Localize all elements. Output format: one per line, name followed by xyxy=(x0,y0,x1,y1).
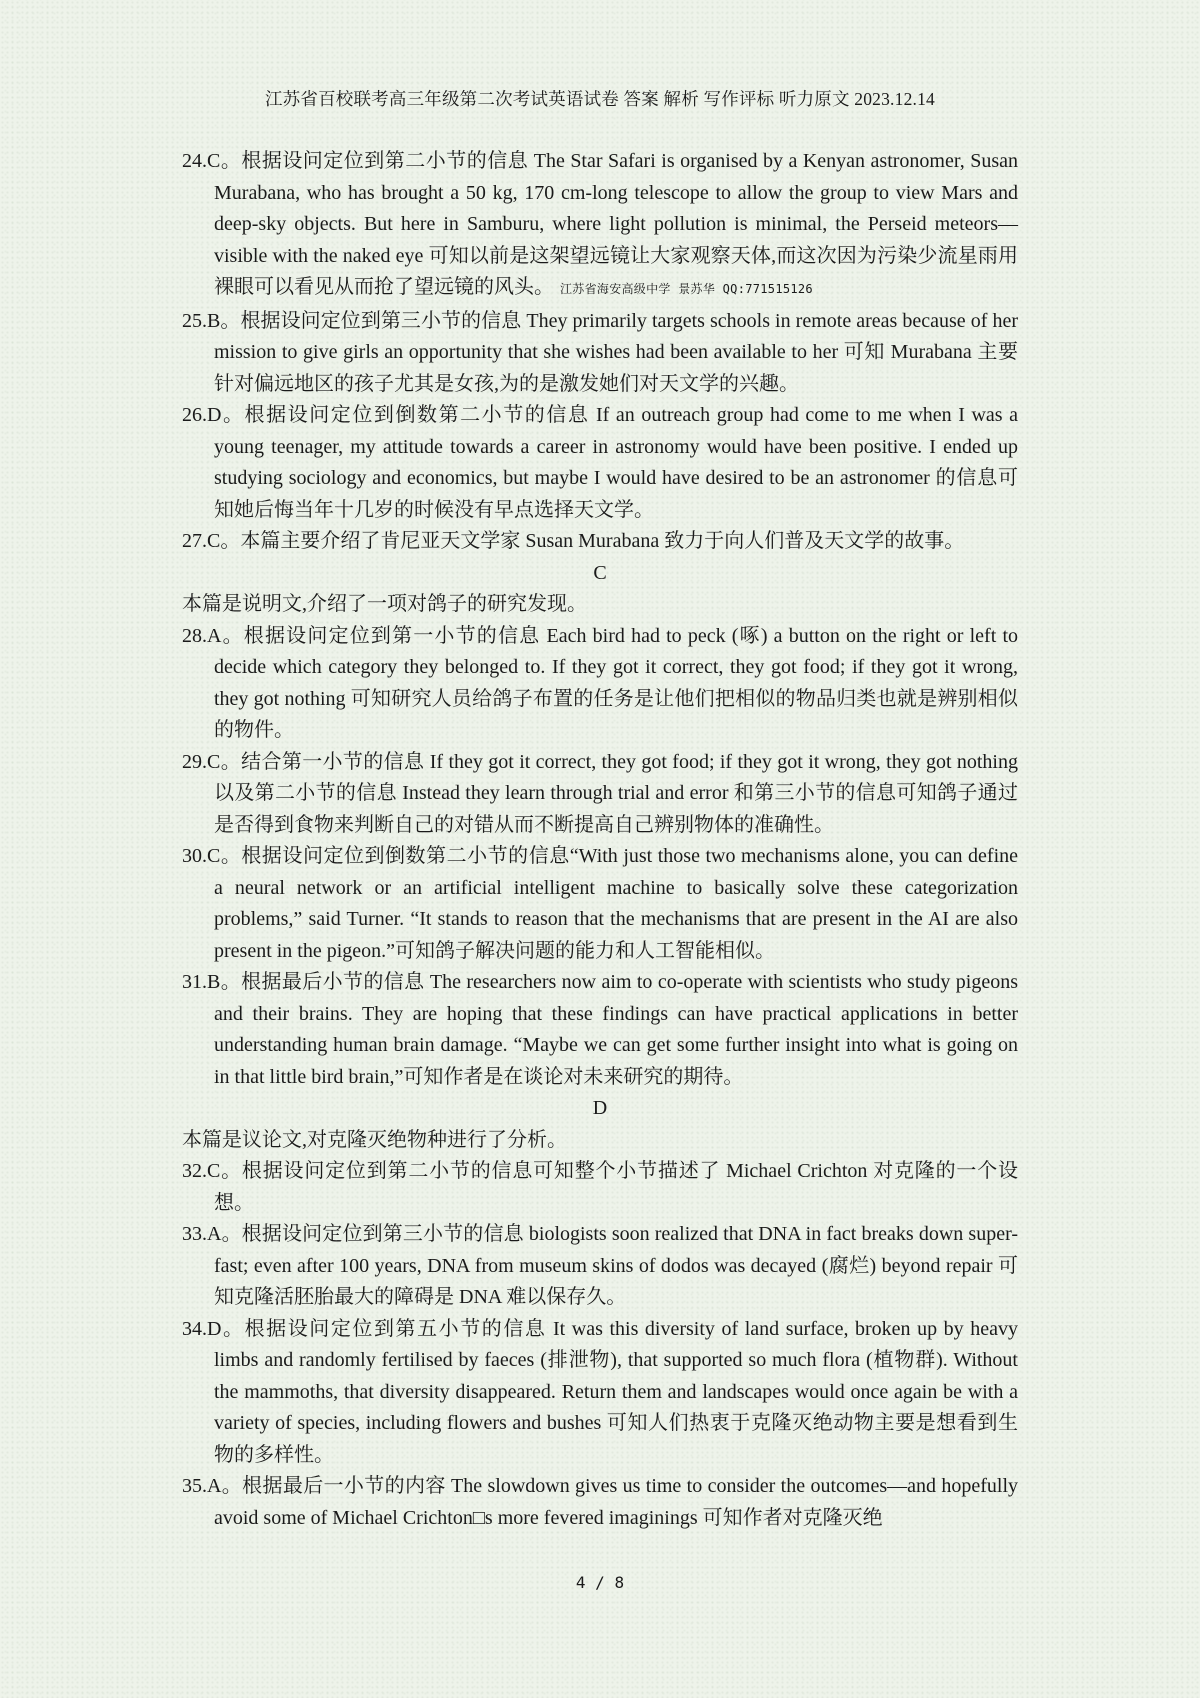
answer-item-33: 33.A。根据设问定位到第三小节的信息 biologists soon realized that DNA in fact breaks down super-fast; even after 100 years, DNA from museum skins of dodos was decayed (腐烂) beyond repair 可知克隆活胚胎最大的障碍是 DNA 难以保存久。 xyxy=(182,1223,1018,1308)
section-heading-d: D xyxy=(592,1097,608,1119)
answer-item-26: 26.D。根据设问定位到倒数第二小节的信息 If an outreach group had come to me when I was a young teenager, my attitude towards a career in astronomy would have been positive. I ended up studying sociology and economics, but maybe I would have desired to be an astronomer 的信息可知她后悔当年十几岁的时候没有早点选择天文学。 xyxy=(182,404,1018,521)
answer-item-34: 34.D。根据设问定位到第五小节的信息 It was this diversity of land surface, broken up by heavy limbs and randomly fertilised by faeces (排泄物), that supported so much flora (植物群). Without the mammoths, that diversity disappeared. Return them and landscapes would once again be with a variety of species, including flowers and bushes 可知人们热衷于克隆灭绝动物主要是想看到生物的多样性。 xyxy=(182,1317,1018,1466)
section-heading-c: C xyxy=(593,561,607,584)
answer-text-24: 24.C。根据设问定位到第二小节的信息 The Star Safari is organised by a Kenyan astronomer, Susan Murabana, who has brought a 50 kg, 170 cm-long telescope to allow the group to view Mars and deep-sky objects. But here in Samburu, where light pollution is minimal, the Perseid meteors—visible with the naked eye 可知以前是这架望远镜让大家观察天体,而这次因为污染少流星雨用裸眼可以看见从而抢了望远镜的风头。 xyxy=(182,150,1018,298)
answer-item-30: 30.C。根据设问定位到倒数第二小节的信息“With just those two mechanisms alone, you can define a neural network or an artificial intelligent machine to basically solve these categorization problems,” said Turner. “It stands to reason that the mechanisms that are present in the AI are also present in the pigeon.”可知鸽子解决问题的能力和人工智能相似。 xyxy=(182,845,1018,962)
passage-intro-d: 本篇是议论文,对克隆灭绝物种进行了分析。 xyxy=(182,1128,567,1151)
answer-item-25: 25.B。根据设问定位到第三小节的信息 They primarily targets schools in remote areas because of her mission to give girls an opportunity that she wishes had been available to her 可知 Murabana 主要针对偏远地区的孩子尤其是女孩,为的是激发她们对天文学的兴趣。 xyxy=(182,309,1018,395)
author-watermark: 江苏省海安高级中学 景苏华 QQ:771515126 xyxy=(560,282,813,296)
answer-item-28: 28.A。根据设问定位到第一小节的信息 Each bird had to peck (啄) a button on the right or left to decide which category they belonged to. If they got it correct, they got food; if they got it wrong, they got nothing 可知研究人员给鸽子布置的任务是让他们把相似的物品归类也就是辨别相似的物件。 xyxy=(182,624,1018,741)
passage-intro-c: 本篇是说明文,介绍了一项对鸽子的研究发现。 xyxy=(182,593,587,615)
page-header: 江苏省百校联考高三年级第二次考试英语试卷 答案 解析 写作评标 听力原文 2023.12.14 xyxy=(264,89,936,109)
answer-item-27: 27.C。本篇主要介绍了肯尼亚天文学家 Susan Murabana 致力于向人们普及天文学的故事。 xyxy=(182,530,965,552)
answer-item-24 xyxy=(182,146,1018,306)
answer-item-35: 35.A。根据最后一小节的内容 The slowdown gives us time to consider the outcomes—and hopefully avoid some of Michael Crichton□s more fevered imaginings 可知作者对克隆灭绝 xyxy=(182,1475,1018,1529)
answer-content xyxy=(182,146,1018,1534)
page-number: 4 / 8 xyxy=(575,1573,625,1592)
answer-item-32: 32.C。根据设问定位到第二小节的信息可知整个小节描述了 Michael Crichton 对克隆的一个设想。 xyxy=(182,1160,1018,1214)
answer-item-29: 29.C。结合第一小节的信息 If they got it correct, they got food; if they got it wrong, they got nothing 以及第二小节的信息 Instead they learn through trial and error 和第三小节的信息可知鸽子通过是否得到食物来判断自己的对错从而不断提高自己辨别物体的准确性。 xyxy=(182,750,1018,836)
answer-item-31: 31.B。根据最后小节的信息 The researchers now aim to co-operate with scientists who study pigeons and their brains. They are hoping that these findings can have practical applications in better understanding human brain damage. “Maybe we can get some further insight into what is going on in that little bird brain,”可知作者是在谈论对未来研究的期待。 xyxy=(182,971,1018,1088)
